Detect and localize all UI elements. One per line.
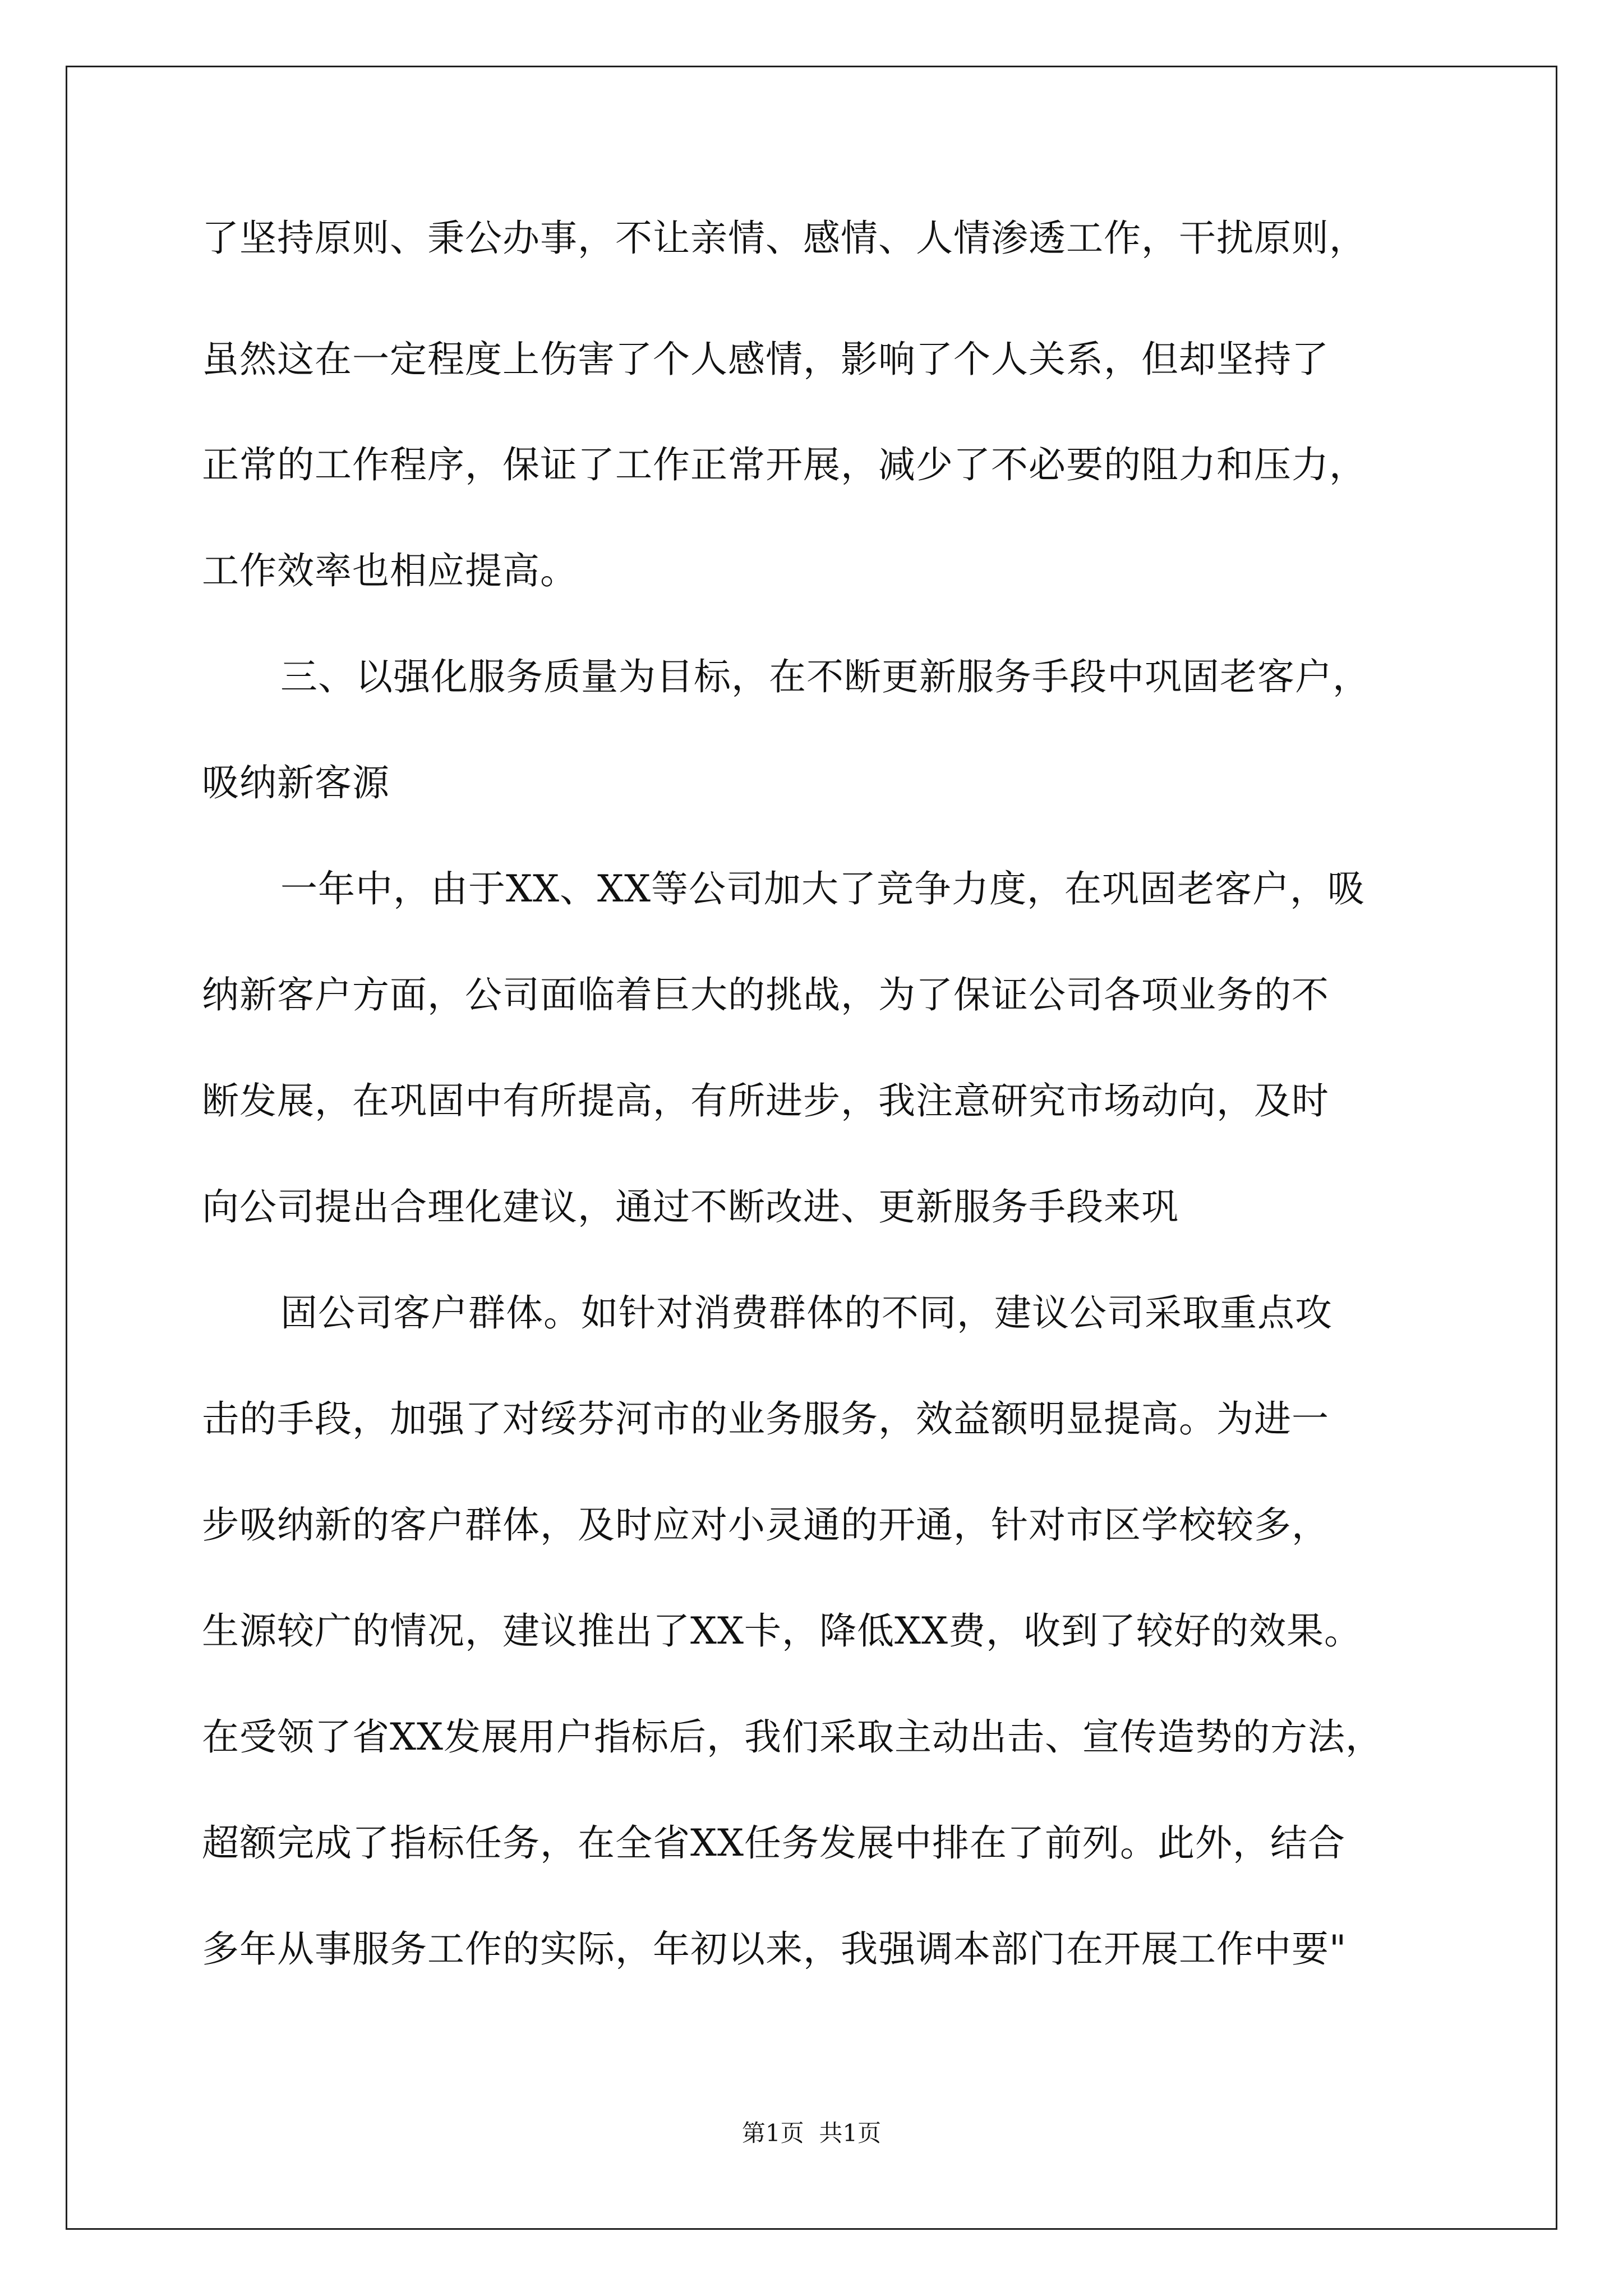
body-line: 一年中，由于XX、XX等公司加大了竞争力度，在巩固老客户，吸 <box>280 867 1365 910</box>
body-line: 正常的工作程序，保证了工作正常开展，减少了不必要的阻力和压力， <box>202 443 1367 486</box>
body-line: 步吸纳新的客户群体，及时应对小灵通的开通，针对市区学校较多， <box>202 1503 1329 1547</box>
body-line: 了坚持原则、秉公办事，不让亲情、感情、人情渗透工作，干扰原则， <box>202 217 1367 260</box>
section-heading: 三、以强化服务质量为目标，在不断更新服务手段中巩固老客户， <box>280 655 1370 698</box>
body-line: 向公司提出合理化建议，通过不断改进、更新服务手段来巩 <box>202 1185 1179 1228</box>
body-line: 击的手段，加强了对绥芬河市的业务服务，效益额明显提高。为进一 <box>202 1397 1329 1441</box>
body-line: 多年从事服务工作的实际，年初以来，我强调本部门在开展工作中要" <box>202 1927 1347 1971</box>
body-line: 虽然这在一定程度上伤害了个人感情，影响了个人关系，但却坚持了 <box>202 338 1329 381</box>
body-line: 纳新客户方面，公司面临着巨大的挑战，为了保证公司各项业务的不 <box>202 973 1329 1016</box>
body-line: 生源较广的情况，建议推出了XX卡，降低XX费，收到了较好的效果。 <box>202 1609 1362 1653</box>
body-line: 工作效率也相应提高。 <box>202 549 578 592</box>
page-border <box>66 66 1557 2230</box>
body-line: 在受领了省XX发展用户指标后，我们采取主动出击、宣传造势的方法， <box>202 1715 1383 1759</box>
body-line: 超额完成了指标任务，在全省XX任务发展中排在了前列。此外，结合 <box>202 1821 1345 1865</box>
section-heading: 吸纳新客源 <box>202 761 390 804</box>
page-number-footer: 第1页 共1页 <box>741 2119 882 2147</box>
body-line: 断发展，在巩固中有所提高，有所进步，我注意研究市场动向，及时 <box>202 1079 1329 1122</box>
body-line: 固公司客户群体。如针对消费群体的不同，建议公司采取重点攻 <box>280 1291 1332 1335</box>
